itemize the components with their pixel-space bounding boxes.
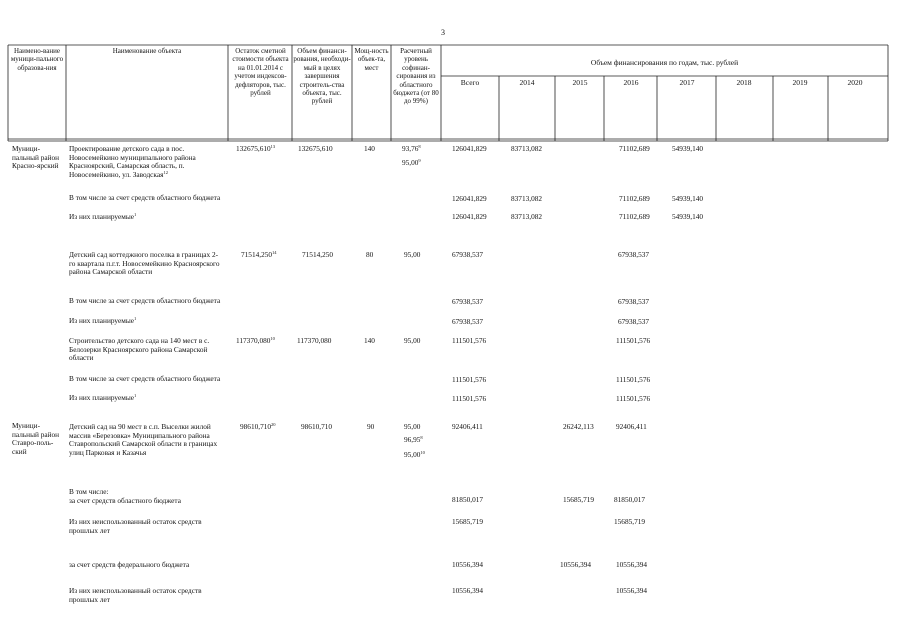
- header-funding-needed: Объем финанси-рования, необходи-мый в целях завершения строитель-ства объекта, тыс. рублей: [293, 47, 351, 106]
- object-name-1: Проектирование детского сада в пос. Новосемейкино муниципального района Красноярский, Самарская область, п. Новосемейкино, ул. Заводская$^{12}$: [69, 144, 196, 180]
- y2016-4: 92406,411: [616, 422, 647, 431]
- year-2020: 2020: [847, 78, 863, 87]
- row-label-4b: за счет средств областного бюджета: [69, 496, 181, 505]
- y2014-1: 83713,082: [511, 144, 543, 153]
- funding-needed-3: 117370,080: [297, 336, 332, 345]
- row-label-4a: В том числе:: [69, 487, 109, 496]
- capacity-2: 80: [366, 250, 374, 259]
- header-object: Наименование объекта: [112, 47, 182, 55]
- y2017-1: 54939,140: [672, 144, 704, 153]
- total-3b: 111501,576: [452, 394, 487, 403]
- row-label-4d: за счет средств федерального бюджета: [69, 560, 190, 569]
- total-4d: 10556,394: [452, 560, 484, 569]
- y2016-1: 71102,689: [619, 144, 650, 153]
- cofinancing-4c: 95,00$^{10}$: [404, 450, 425, 459]
- total-1a: 126041,829: [452, 194, 487, 203]
- year-2015: 2015: [572, 78, 588, 87]
- y2016-3a: 111501,576: [616, 375, 651, 384]
- header-capacity: Мощ-ность объек-та, мест: [354, 47, 389, 72]
- y2016-4e: 10556,394: [616, 586, 648, 595]
- object-name-4: Детский сад на 90 мест в с.п. Выселки жилой массив «Березовка» Муниципального района Ставропольский Самарской области в границах улиц Парковая и Казачья: [69, 422, 218, 458]
- total-1: 126041,829: [452, 144, 487, 153]
- total-2a: 67938,537: [452, 297, 484, 306]
- municipality-krasnoyarsky: Муници-пальный район Красно-ярский: [12, 144, 60, 171]
- year-2019: 2019: [792, 78, 808, 87]
- row-label-4c: Из них неиспользованный остаток средств прошлых лет: [69, 517, 202, 535]
- total-4e: 10556,394: [452, 586, 484, 595]
- capacity-3: 140: [364, 336, 375, 345]
- capacity-1: 140: [364, 144, 375, 153]
- municipality-stavropolsky: Муници-пальный район Ставро-поль-ский: [12, 421, 60, 457]
- header-municipality: Наимено-вание муници-пального образова-ния: [10, 47, 64, 72]
- year-2018: 2018: [736, 78, 752, 87]
- y2016-2b: 67938,537: [618, 317, 650, 326]
- year-2016: 2016: [623, 78, 639, 87]
- cofinancing-4a: 95,00: [404, 422, 421, 431]
- y2016-2a: 67938,537: [618, 297, 650, 306]
- year-total: Всего: [460, 78, 480, 87]
- y2016-1b: 71102,689: [619, 212, 650, 221]
- total-2b: 67938,537: [452, 317, 484, 326]
- y2016-3b: 111501,576: [616, 394, 651, 403]
- funding-needed-4: 98610,710: [301, 422, 333, 431]
- header-cofinancing: Расчетный уровень софинан-сирования из областного бюджета (от 80 до 99%): [393, 47, 439, 106]
- header-funding-by-years: Объем финансирования по годам, тыс. рублей: [590, 58, 739, 67]
- year-2017: 2017: [679, 78, 695, 87]
- page-number: 3: [441, 28, 445, 37]
- object-name-3: Строительство детского сада на 140 мест в с. Белозерки Красноярского района Самарской области: [69, 336, 210, 363]
- row-label-2b: Из них планируемые$^1$: [69, 316, 137, 325]
- row-label-3b: Из них планируемые$^1$: [69, 393, 137, 402]
- row-label-4e: Из них неиспользованный остаток средств прошлых лет: [69, 586, 202, 604]
- y2017-1b: 54939,140: [672, 212, 704, 221]
- total-4b: 81850,017: [452, 495, 484, 504]
- funding-needed-1: 132675,610: [298, 144, 333, 153]
- row-label-1b: Из них планируемые$^1$: [69, 212, 137, 221]
- y2016-3: 111501,576: [616, 336, 651, 345]
- cofinancing-4b: 96,95$^8$: [404, 435, 423, 444]
- header-remaining-cost: Остаток сметной стоимости объекта на 01.01.2014 с учетом индексов-дефляторов, тыс. рублей: [232, 47, 289, 98]
- remaining-cost-1: 132675,610$^{13}$: [236, 144, 276, 153]
- funding-needed-2: 71514,250: [302, 250, 334, 259]
- cofinancing-3: 95,00: [404, 336, 421, 345]
- total-4c: 15685,719: [452, 517, 484, 526]
- remaining-cost-4: 98610,710$^{20}$: [240, 422, 276, 431]
- year-2014: 2014: [519, 78, 535, 87]
- total-3: 111501,576: [452, 336, 487, 345]
- y2017-1a: 54939,140: [672, 194, 704, 203]
- remaining-cost-3: 117370,080$^{10}$: [236, 336, 275, 345]
- y2016-4b: 81850,017: [614, 495, 646, 504]
- y2016-4c: 15685,719: [614, 517, 646, 526]
- y2016-4d: 10556,394: [616, 560, 648, 569]
- cofinancing-1a: 93,76$^8$: [402, 144, 421, 153]
- y2014-1b: 83713,082: [511, 212, 543, 221]
- cofinancing-2: 95,00: [404, 250, 421, 259]
- y2014-1a: 83713,082: [511, 194, 543, 203]
- row-label-3a: В том числе за счет средств областного бюджета: [69, 374, 221, 383]
- total-2: 67938,537: [452, 250, 484, 259]
- row-label-2a: В том числе за счет средств областного бюджета: [69, 296, 221, 305]
- total-4: 92406,411: [452, 422, 483, 431]
- row-label-1a: В том числе за счет средств областного бюджета: [69, 193, 221, 202]
- y2016-1a: 71102,689: [619, 194, 650, 203]
- y2015-4: 26242,113: [563, 422, 594, 431]
- cofinancing-1b: 95,00$^9$: [402, 158, 421, 167]
- remaining-cost-2: 71514,250$^{14}$: [241, 250, 277, 259]
- y2016-2: 67938,537: [618, 250, 650, 259]
- y2015-4b: 15685,719: [563, 495, 595, 504]
- total-3a: 111501,576: [452, 375, 487, 384]
- object-name-2: Детский сад коттеджного поселка в границах 2-го квартала п.г.т. Новосемейкино Красноярского района Самарской области: [69, 250, 220, 277]
- total-1b: 126041,829: [452, 212, 487, 221]
- capacity-4: 90: [367, 422, 375, 431]
- y2015-4d: 10556,394: [560, 560, 592, 569]
